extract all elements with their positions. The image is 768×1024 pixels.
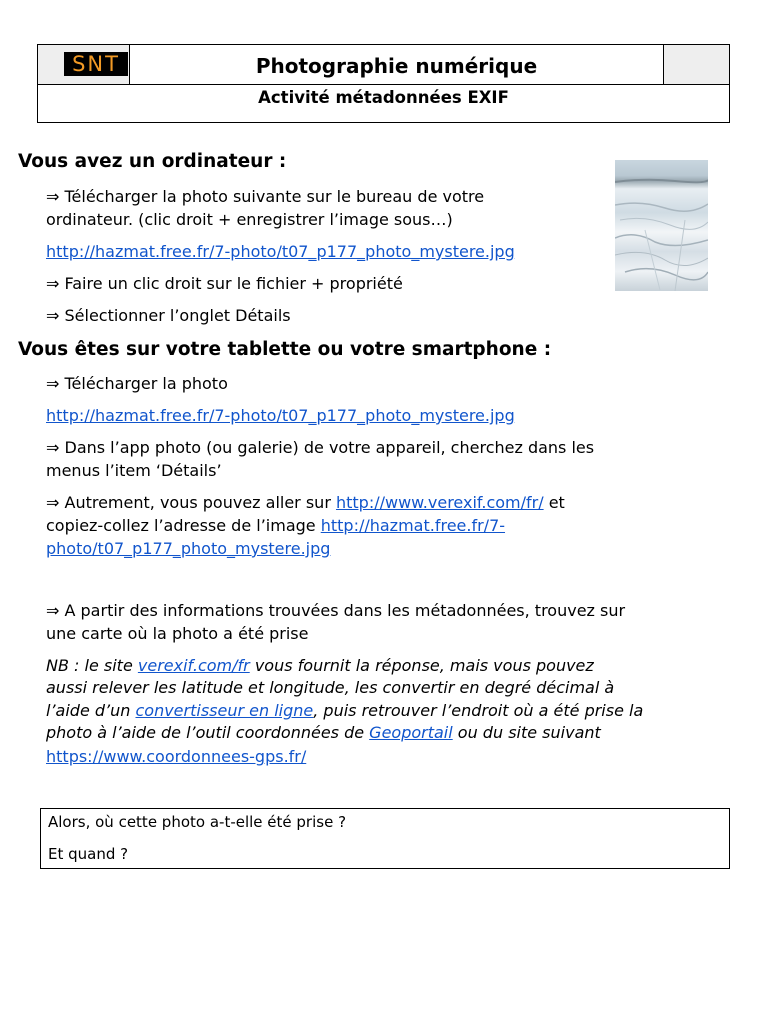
nb-line3 (46, 700, 643, 723)
step-map-line1: ⇒ A partir des informations trouvées dans les métadonnées, trouvez sur (46, 601, 626, 620)
step-verexif-prefix: ⇒ Autrement, vous pouvez aller sur (46, 493, 336, 512)
coordonnees-gps-link[interactable]: https://www.coordonnees-gps.fr/ (46, 747, 307, 766)
question-where: Alors, où cette photo a-t-elle été prise ? (48, 813, 347, 831)
nb-line3-suffix: , puis retrouver l’endroit où a été prise la (313, 701, 644, 720)
empty-cell (664, 45, 729, 84)
step-verexif-line2 (46, 514, 505, 537)
nb-line1-suffix: vous fournit la réponse, mais vous pouvez (249, 656, 594, 675)
step-map-line2: une carte où la photo a été prise (46, 624, 309, 643)
page-title: Photographie numérique (255, 54, 538, 78)
nb-verexif-link[interactable]: verexif.com/fr (137, 656, 250, 675)
nb-line1 (46, 655, 594, 678)
nb-line1-prefix: NB : le site (46, 656, 138, 675)
answer-box (40, 808, 730, 869)
step-verexif-suffix: et (543, 493, 565, 512)
header-table (37, 44, 730, 123)
logo-cell (38, 45, 130, 84)
page-subtitle: Activité métadonnées EXIF (258, 88, 509, 107)
step-properties: ⇒ Faire un clic droit sur le fichier + propriété (46, 274, 403, 293)
nb-line2: aussi relever les latitude et longitude, les convertir en degré décimal à (46, 678, 615, 697)
snt-logo: SNT (64, 52, 128, 76)
verexif-link[interactable]: http://www.verexif.com/fr/ (335, 493, 544, 512)
photo-link-2[interactable]: http://hazmat.free.fr/7-photo/t07_p177_photo_mystere.jpg (46, 406, 515, 425)
step-app-line1: ⇒ Dans l’app photo (ou galerie) de votre appareil, cherchez dans les (46, 438, 595, 457)
step-verexif-line1 (46, 491, 565, 514)
section-heading-tablet: Vous êtes sur votre tablette ou votre smartphone : (18, 339, 552, 360)
step-download-line2: ordinateur. (clic droit + enregistrer l’image sous…) (46, 210, 453, 229)
step-download-line1: ⇒ Télécharger la photo suivante sur le bureau de votre (46, 187, 485, 206)
mystery-photo-texture (615, 160, 708, 291)
nb-line4-suffix: ou du site suivant (452, 723, 601, 742)
image-link-part2[interactable]: photo/t07_p177_photo_mystere.jpg (46, 539, 331, 558)
mystery-photo (615, 160, 708, 291)
photo-link[interactable]: http://hazmat.free.fr/7-photo/t07_p177_photo_mystere.jpg (46, 242, 515, 261)
header-top-row (38, 45, 729, 85)
photo-link-container (46, 240, 515, 263)
geoportail-link[interactable]: Geoportail (369, 723, 453, 742)
nb-line3-prefix: l’aide d’un (46, 701, 136, 720)
title-cell (130, 45, 664, 84)
nb-line5 (46, 745, 306, 768)
nb-line4-prefix: photo à l’aide de l’outil coordonnées de (46, 723, 370, 742)
step-copy-prefix: copiez-collez l’adresse de l’image (46, 516, 321, 535)
section-heading-computer: Vous avez un ordinateur : (18, 151, 287, 172)
image-link-part1[interactable]: http://hazmat.free.fr/7- (320, 516, 506, 535)
photo-link-container-2 (46, 404, 515, 427)
step-verexif-line3 (46, 537, 330, 560)
converter-link[interactable]: convertisseur en ligne (135, 701, 314, 720)
question-when: Et quand ? (48, 845, 129, 863)
nb-line4 (46, 722, 601, 745)
step-download-photo: ⇒ Télécharger la photo (46, 374, 228, 393)
step-details-tab: ⇒ Sélectionner l’onglet Détails (46, 306, 291, 325)
step-app-line2: menus l’item ‘Détails’ (46, 461, 222, 480)
